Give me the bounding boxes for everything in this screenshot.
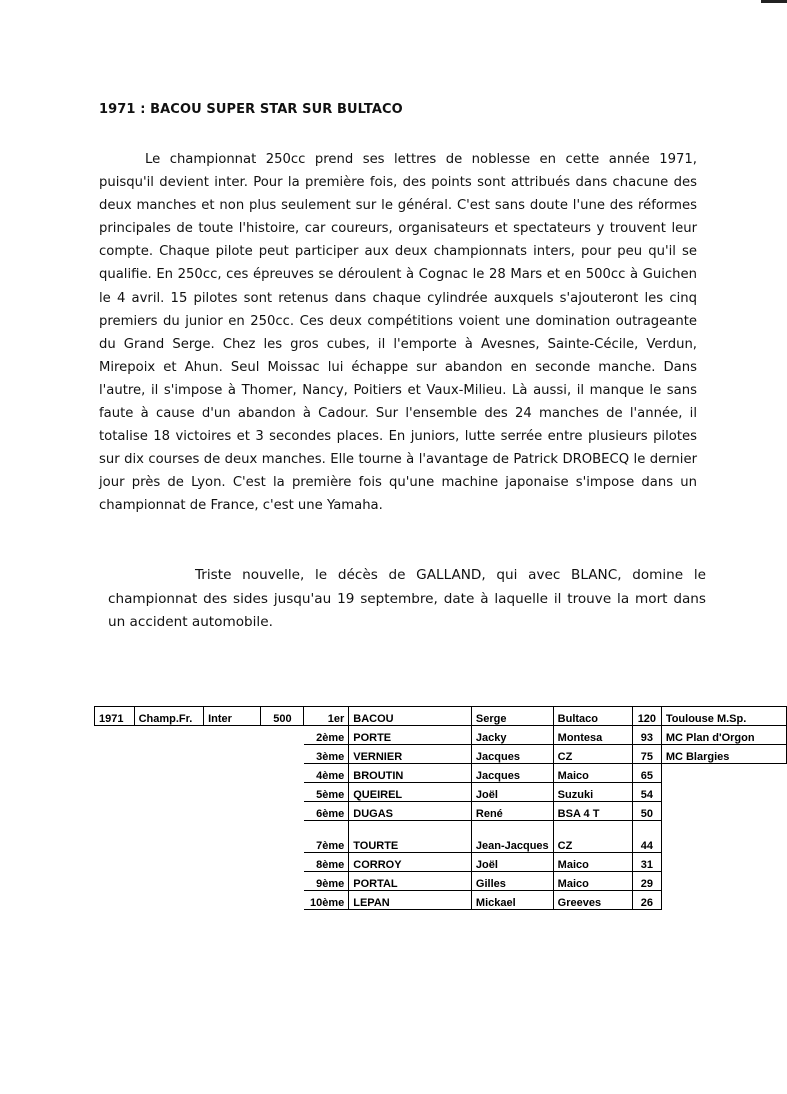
table-row (95, 853, 787, 872)
cell-points: 120 (632, 707, 661, 726)
cell-name: LEPAN (349, 891, 472, 910)
cell-points: 54 (632, 783, 661, 802)
table-row (95, 764, 787, 783)
cell-club (661, 821, 786, 853)
cell-rank: 3ème (304, 745, 349, 764)
cell-rank: 1er (304, 707, 349, 726)
cell-rank: 4ème (304, 764, 349, 783)
cell-category (204, 891, 261, 910)
cell-cc (261, 821, 304, 853)
cell-firstname: Jacques (471, 764, 553, 783)
cell-name: VERNIER (349, 745, 472, 764)
cell-cc (261, 853, 304, 872)
cell-category (204, 745, 261, 764)
cell-firstname: Mickael (471, 891, 553, 910)
cell-name: PORTE (349, 726, 472, 745)
cell-category (204, 783, 261, 802)
cell-cc (261, 726, 304, 745)
cell-points: 29 (632, 872, 661, 891)
cell-club: MC Plan d'Orgon (661, 726, 786, 745)
cell-championship: Champ.Fr. (134, 707, 204, 726)
cell-points: 93 (632, 726, 661, 745)
cell-championship (134, 802, 204, 821)
cell-year (95, 853, 135, 872)
cell-points: 26 (632, 891, 661, 910)
cell-club (661, 764, 786, 783)
table-row (95, 726, 787, 745)
cell-cc (261, 745, 304, 764)
cell-moto: Greeves (553, 891, 632, 910)
paragraph-season: Le championnat 250cc prend ses lettres de noblesse en cette année 1971, puisqu'il devient inter. Pour la première fois, des points sont attribués dans chacune des deux manches et non plus seulement sur le général. C'est sans doute l'une des réformes principales de toute l'histoire, car coureurs, organisateurs et spectateurs y trouvent leur compte. Chaque pilote peut participer aux deux championnats inters, pour peu qu'il se qualifie. En 250cc, ces épreuves se déroulent à Cognac le 28 Mars et en 500cc à Guichen le 4 avril. 15 pilotes sont retenus dans chaque cylindrée auxquels s'ajouteront les cinq premiers du junior en 250cc. Ces deux compétitions voient une domination outrageante du Grand Serge. Chez les gros cubes, il l'emporte à Avesnes, Sainte-Cécile, Verdun, Mirepoix et Ahun. Seul Moissac lui échappe sur abandon en seconde manche. Dans l'autre, il s'impose à Thomer, Nancy, Poitiers et Vaux-Milieu. Là aussi, il manque le sans faute à cause d'un abandon à Cadour. Sur l'ensemble des 24 manches de l'année, il totalise 18 victoires et 3 secondes places. En juniors, lutte serrée entre plusieurs pilotes sur dix courses de deux manches. Elle tourne à l'avantage de Patrick DROBECQ le dernier jour près de Lyon. C'est la première fois qu'une machine japonaise s'impose dans un championnat de France, c'est une Yamaha. (99, 152, 697, 514)
cell-championship (134, 783, 204, 802)
cell-championship (134, 726, 204, 745)
cell-name: BACOU (349, 707, 472, 726)
cell-points: 44 (632, 821, 661, 853)
cell-name: TOURTE (349, 821, 472, 853)
page-title: 1971 : BACOU SUPER STAR SUR BULTACO (99, 102, 403, 117)
cell-name: CORROY (349, 853, 472, 872)
cell-club (661, 891, 786, 910)
cell-year (95, 783, 135, 802)
results-table (94, 706, 787, 910)
cell-year (95, 802, 135, 821)
cell-moto: CZ (553, 745, 632, 764)
cell-moto: Maico (553, 764, 632, 783)
table-row (95, 821, 787, 853)
cell-championship (134, 853, 204, 872)
cell-championship (134, 872, 204, 891)
cell-category (204, 853, 261, 872)
cell-firstname: Gilles (471, 872, 553, 891)
table-row (95, 745, 787, 764)
cell-moto: Maico (553, 853, 632, 872)
cell-points: 50 (632, 802, 661, 821)
cell-moto: CZ (553, 821, 632, 853)
cell-championship (134, 764, 204, 783)
cell-rank: 10ème (304, 891, 349, 910)
cell-name: PORTAL (349, 872, 472, 891)
table-row (95, 707, 787, 726)
cell-year (95, 872, 135, 891)
table-row (95, 802, 787, 821)
cell-category (204, 764, 261, 783)
cell-cc (261, 764, 304, 783)
cell-points: 31 (632, 853, 661, 872)
cell-club: MC Blargies (661, 745, 786, 764)
cell-firstname: Jacques (471, 745, 553, 764)
cell-moto: Suzuki (553, 783, 632, 802)
cell-firstname: Joël (471, 853, 553, 872)
cell-name: DUGAS (349, 802, 472, 821)
cell-category (204, 821, 261, 853)
cell-championship (134, 891, 204, 910)
cell-moto: Bultaco (553, 707, 632, 726)
cell-category (204, 726, 261, 745)
cell-rank: 6ème (304, 802, 349, 821)
cell-moto: Maico (553, 872, 632, 891)
table-row (95, 891, 787, 910)
cell-firstname: Jean-Jacques (471, 821, 553, 853)
cell-firstname: Joël (471, 783, 553, 802)
cell-club (661, 783, 786, 802)
cell-cc (261, 802, 304, 821)
cell-firstname: Serge (471, 707, 553, 726)
cell-cc (261, 891, 304, 910)
cell-club: Toulouse M.Sp. (661, 707, 786, 726)
cell-year: 1971 (95, 707, 135, 726)
cell-rank: 8ème (304, 853, 349, 872)
cell-firstname: René (471, 802, 553, 821)
cell-club (661, 872, 786, 891)
cell-rank: 5ème (304, 783, 349, 802)
table-row (95, 872, 787, 891)
cell-championship (134, 745, 204, 764)
cell-club (661, 853, 786, 872)
cell-cc (261, 783, 304, 802)
cell-championship (134, 821, 204, 853)
cell-rank: 7ème (304, 821, 349, 853)
cell-year (95, 821, 135, 853)
cell-year (95, 745, 135, 764)
cell-year (95, 891, 135, 910)
cell-rank: 9ème (304, 872, 349, 891)
cell-points: 65 (632, 764, 661, 783)
cell-moto: Montesa (553, 726, 632, 745)
cell-name: BROUTIN (349, 764, 472, 783)
scan-mark (761, 0, 787, 3)
cell-club (661, 802, 786, 821)
paragraph-galland: Triste nouvelle, le décès de GALLAND, qui avec BLANC, domine le championnat des sides jusqu'au 19 septembre, date à laquelle il trouve la mort dans un accident automobile. (108, 567, 706, 630)
cell-points: 75 (632, 745, 661, 764)
cell-category (204, 802, 261, 821)
cell-year (95, 726, 135, 745)
cell-category: Inter (204, 707, 261, 726)
cell-year (95, 764, 135, 783)
cell-moto: BSA 4 T (553, 802, 632, 821)
cell-category (204, 872, 261, 891)
table-row (95, 783, 787, 802)
cell-name: QUEIREL (349, 783, 472, 802)
cell-rank: 2ème (304, 726, 349, 745)
cell-cc (261, 872, 304, 891)
cell-cc: 500 (261, 707, 304, 726)
cell-firstname: Jacky (471, 726, 553, 745)
